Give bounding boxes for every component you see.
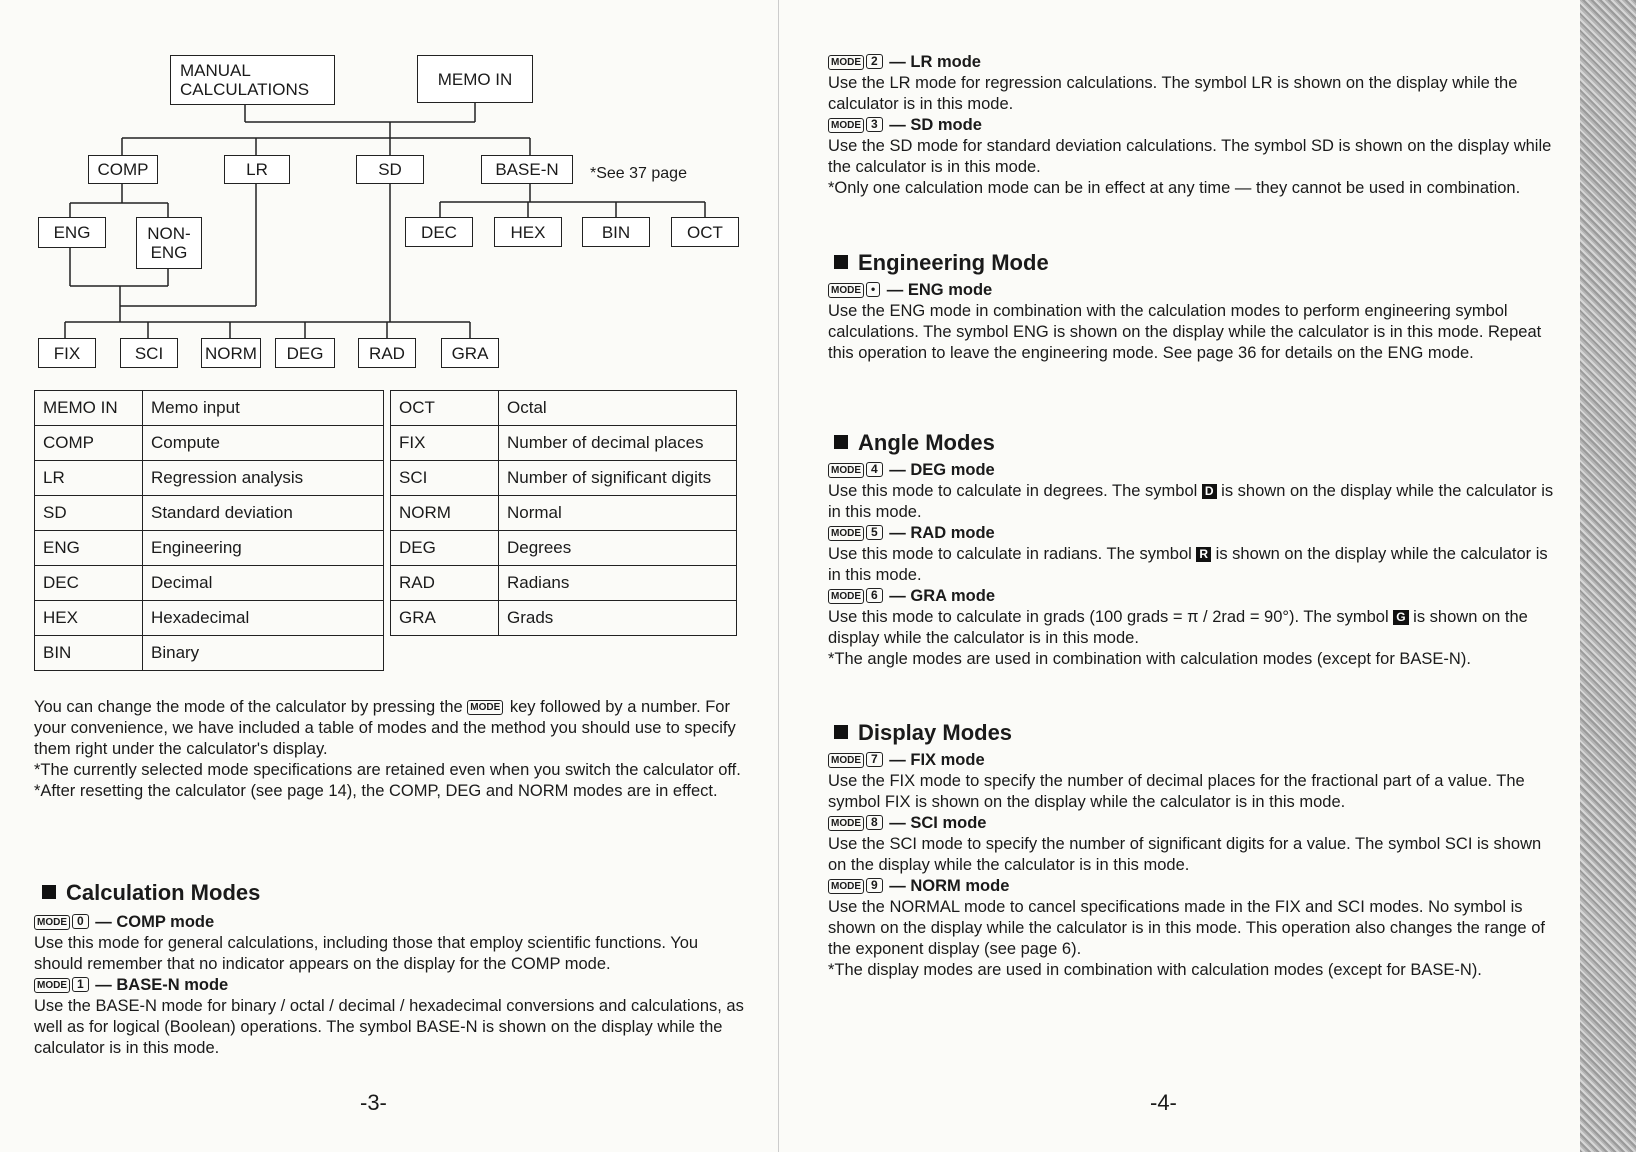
diagram-box-base-n: BASE-N [481,155,573,184]
deg-text-b: is shown on the display while the calculator is in this mode. [828,482,1554,521]
intro-text [34,697,746,802]
lr-mode-heading [828,52,1556,73]
norm-mode-text: Use the NORMAL mode to cancel specifications made in the FIX and SCI modes. No symbol is shown on the display while the calculator is in this mode. This operation also changes the range of the exponent display (see page 6). [828,898,1545,958]
diagram-box-rad: RAD [358,338,416,368]
diagram-box-lr: LR [224,155,290,184]
table-row [391,426,737,461]
table-cell-meaning: Compute [143,426,384,461]
table-cell-meaning: Octal [499,391,737,426]
table-cell-meaning: Number of decimal places [499,426,737,461]
sd-mode-text: Use the SD mode for standard deviation calculations. The symbol SD is shown on the display while the calculator is in this mode. [828,137,1552,176]
mode-key-icon: MODE [828,589,864,604]
number-key-icon: 4 [866,462,883,477]
intro-paragraph [34,697,746,760]
table-row [35,496,384,531]
deg-symbol-icon: D [1202,484,1217,499]
page-number-left: -3- [360,1090,387,1115]
diagram-box-non-eng: NON- ENG [136,217,202,269]
table-cell-abbr: OCT [391,391,499,426]
diagram-box-sd: SD [356,155,424,184]
table-cell-meaning: Radians [499,566,737,601]
mode-table-left [34,390,384,671]
number-key-icon: 7 [866,752,883,767]
mode-tree-connectors [0,0,780,380]
table-cell-abbr: LR [35,461,143,496]
display-modes-title: Display Modes [858,720,1013,745]
table-cell-meaning: Engineering [143,531,384,566]
table-cell-meaning: Regression analysis [143,461,384,496]
table-row [391,496,737,531]
diagram-box-comp: COMP [88,155,158,184]
rad-mode-text [828,544,1556,586]
deg-text-a: Use this mode to calculate in degrees. The symbol [828,482,1198,500]
lr-mode-title: — LR mode [889,53,981,71]
table-row [35,391,384,426]
table-cell-abbr: SCI [391,461,499,496]
mode-key-icon: MODE [828,879,864,894]
display-modes-heading [834,720,1012,746]
square-bullet-icon [834,435,848,449]
gra-mode-heading [828,586,1556,607]
number-key-icon: 6 [866,588,883,603]
table-row [391,531,737,566]
table-cell-abbr: NORM [391,496,499,531]
gra-symbol-icon: G [1393,610,1408,625]
angle-modes-title: Angle Modes [858,430,995,455]
norm-mode-title: — NORM mode [889,877,1010,895]
intro-text-b: key followed by a number. For your convenience, we have included a table of modes and the method you should use to specify them right under the calculator's display. [34,698,736,758]
table-cell-meaning: Grads [499,601,737,636]
mode-key-icon: MODE [828,753,864,768]
gra-mode-text [828,607,1556,649]
table-cell-meaning: Degrees [499,531,737,566]
table-cell-abbr: GRA [391,601,499,636]
gra-text-b: is shown on the display while the calculator is in this mode. [828,608,1528,647]
gra-text-a: Use this mode to calculate in grads (100 grads = π / 2rad = 90°). The symbol [828,608,1389,626]
mode-key-icon: MODE [828,283,864,298]
comp-mode-title: — COMP mode [95,913,215,931]
intro-note-1: *The currently selected mode specifications are retained even when you switch the calculator off. [34,761,741,779]
sd-mode-heading [828,115,1556,136]
square-bullet-icon [834,725,848,739]
table-cell-abbr: SD [35,496,143,531]
page-fold [778,0,779,1152]
sci-mode-title: — SCI mode [889,814,987,832]
table-row [391,566,737,601]
left-page [0,0,780,1152]
table-cell-abbr: DEC [35,566,143,601]
table-cell-abbr: HEX [35,601,143,636]
deg-mode-title: — DEG mode [889,461,995,479]
table-row [35,531,384,566]
sci-mode-text: Use the SCI mode to specify the number of significant digits for a value. The symbol SCI is shown on the display while the calculator is in this mode. [828,835,1542,874]
table-row [391,461,737,496]
rad-mode-heading [828,523,1556,544]
table-cell-meaning: Memo input [143,391,384,426]
diagram-box-bin: BIN [582,217,650,247]
angle-modes-body [828,460,1556,670]
table-cell-abbr: FIX [391,426,499,461]
calculation-modes-body [34,912,746,1059]
mode-key-icon: MODE [828,526,864,541]
mode-key-icon: MODE [828,118,864,133]
table-cell-abbr: BIN [35,636,143,671]
base-n-mode-heading [34,975,746,996]
mode-key-icon: MODE [34,978,70,993]
comp-mode-heading [34,912,746,933]
square-bullet-icon [42,885,56,899]
diagram-box-fix: FIX [38,338,96,368]
table-cell-meaning: Decimal [143,566,384,601]
fix-mode-heading [828,750,1556,771]
number-key-icon: 5 [866,525,883,540]
page-number-right: -4- [1150,1090,1177,1115]
eng-mode-title: — ENG mode [886,281,993,299]
table-row [391,391,737,426]
right-page [780,0,1580,1152]
lr-sd-modes-body [828,52,1556,199]
table-cell-meaning: Standard deviation [143,496,384,531]
mode-key-icon: MODE [828,816,864,831]
rad-text-a: Use this mode to calculate in radians. The symbol [828,545,1192,563]
mode-key-icon: MODE [34,915,70,930]
table-cell-meaning: Number of significant digits [499,461,737,496]
table-cell-abbr: COMP [35,426,143,461]
diagram-box-oct: OCT [671,217,739,247]
mode-key-icon: MODE [467,700,503,715]
see-page-note: *See 37 page [590,165,687,182]
engineering-mode-title: Engineering Mode [858,250,1049,275]
gra-mode-title: — GRA mode [889,587,996,605]
base-n-mode-title: — BASE-N mode [95,976,229,994]
fix-mode-text: Use the FIX mode to specify the number of decimal places for the fractional part of a value. The symbol FIX is shown on the display while the calculator is in this mode. [828,772,1525,811]
table-cell-abbr: DEG [391,531,499,566]
diagram-box-dec: DEC [405,217,473,247]
engineering-mode-heading [834,250,1049,276]
number-key-icon: 9 [866,878,883,893]
diagram-box-norm: NORM [201,338,261,368]
number-key-icon: 0 [72,914,89,929]
square-bullet-icon [834,255,848,269]
table-row [35,636,384,671]
display-modes-body [828,750,1556,981]
number-key-icon: 3 [866,117,883,132]
table-row [35,461,384,496]
table-cell-meaning: Binary [143,636,384,671]
table-row [35,601,384,636]
diagram-box-manual-calculations: MANUAL CALCULATIONS [170,55,335,105]
sci-mode-heading [828,813,1556,834]
intro-note-2: *After resetting the calculator (see page 14), the COMP, DEG and NORM modes are in effect. [34,782,718,800]
norm-mode-heading [828,876,1556,897]
rad-symbol-icon: R [1196,547,1211,562]
display-modes-note: *The display modes are used in combination with calculation modes (except for BASE-N). [828,961,1482,979]
table-cell-meaning: Hexadecimal [143,601,384,636]
angle-modes-note: *The angle modes are used in combination with calculation modes (except for BASE-N). [828,650,1471,668]
mode-key-icon: MODE [828,55,864,70]
fix-mode-title: — FIX mode [889,751,985,769]
diagram-box-sci: SCI [120,338,178,368]
table-row [391,601,737,636]
table-cell-abbr: ENG [35,531,143,566]
deg-mode-heading [828,460,1556,481]
calculation-modes-title: Calculation Modes [66,880,261,905]
rad-mode-title: — RAD mode [889,524,995,542]
diagram-box-eng: ENG [38,217,106,248]
eng-mode-text: Use the ENG mode in combination with the calculation modes to perform engineering symbol calculations. The symbol ENG is shown on the display while the calculator is in this mode. Repeat this operation to leave the engineering mode. See page 36 for details on the ENG mode. [828,302,1542,362]
comp-mode-text: Use this mode for general calculations, including those that employ scientific functions. You should remember that no indicator appears on the display for the COMP mode. [34,934,699,973]
number-key-icon: 1 [72,977,89,992]
table-row [35,566,384,601]
number-key-icon: 8 [866,815,883,830]
table-cell-abbr: RAD [391,566,499,601]
eng-mode-heading [828,280,1556,301]
table-cell-abbr: MEMO IN [35,391,143,426]
mode-table-right [390,390,737,636]
mode-key-icon: MODE [828,463,864,478]
lr-mode-text: Use the LR mode for regression calculations. The symbol LR is shown on the display while the calculator is in this mode. [828,74,1518,113]
diagram-box-hex: HEX [494,217,562,247]
calculation-modes-heading [42,880,260,906]
calc-modes-note: *Only one calculation mode can be in effect at any time — they cannot be used in combination. [828,179,1521,197]
table-row [35,426,384,461]
deg-mode-text [828,481,1556,523]
base-n-mode-text: Use the BASE-N mode for binary / octal / decimal / hexadecimal conversions and calculations, as well as for logical (Boolean) operations. The symbol BASE-N is shown on the display while the calculator is in this mode. [34,997,744,1057]
rad-text-b: is shown on the display while the calculator is in this mode. [828,545,1548,584]
diagram-box-memo-in: MEMO IN [417,55,533,103]
intro-text-a: You can change the mode of the calculator by pressing the [34,698,463,716]
diagram-box-gra: GRA [441,338,499,368]
sd-mode-title: — SD mode [889,116,982,134]
engineering-mode-body [828,280,1556,364]
decimal-point-key-icon: • [866,282,880,297]
diagram-box-deg: DEG [275,338,335,368]
table-cell-meaning: Normal [499,496,737,531]
book-edge [1580,0,1636,1152]
number-key-icon: 2 [866,54,883,69]
angle-modes-heading [834,430,995,456]
